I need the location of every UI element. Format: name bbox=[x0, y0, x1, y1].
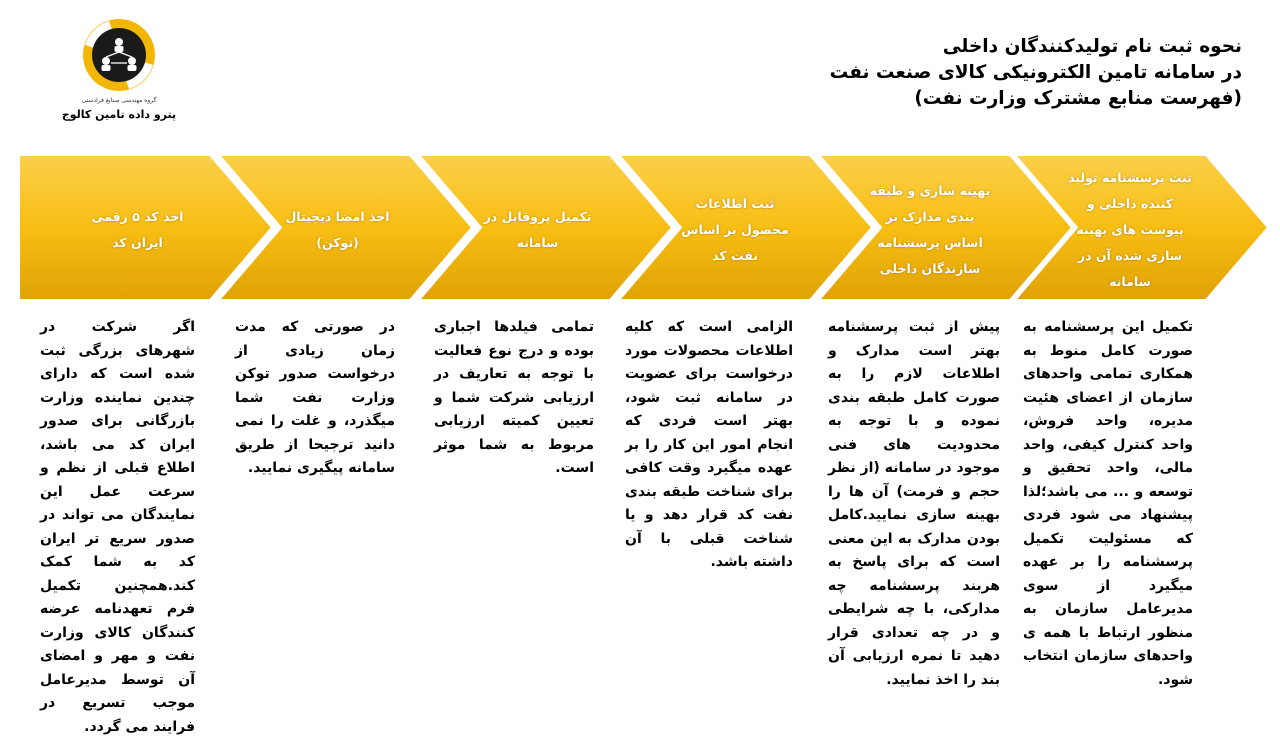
step-6-line-2: ایران کد bbox=[112, 235, 163, 250]
step-description-6: اگر شرکت در شهرهای بزرگی ثبت شده است که دارای چندین نماینده وزارت بازرگانی برای صدور ایران کد می باشد، اطلاع قبلی از نظم و سرعت عمل این نمایندگان می تواند در صدور سریع تر ایران کد به شما کمک کند.همچنین تکمیل فرم تعهدنامه عرضه کنندگان کالای وزارت نفت و مهر و امضای آن توسط مدیرعامل موجب تسریع در فرایند می گردد. bbox=[40, 319, 195, 735]
step-1-line-5: سامانه bbox=[1109, 274, 1151, 289]
step-3-line-1: ثبت اطلاعات bbox=[695, 196, 775, 211]
title-block bbox=[642, 34, 1242, 112]
step-1-line-4: سازی شده آن در bbox=[1077, 248, 1183, 263]
step-description-5: در صورتی که مدت زمان زیادی از درخواست صدور توکن وزارت نفت شما میگذرد، و غلت را نمی دانید ترجیحا از طریق سامانه پیگیری نمایید. bbox=[235, 319, 395, 476]
step-label-6 bbox=[55, 165, 220, 295]
step-2-line-2: بندی مدارک بر bbox=[885, 209, 975, 224]
step-description-3: الزامی است که کلیه اطلاعات محصولات مورد درخواست برای عضویت در سامانه ثبت شود، بهتر است فردی که انجام امور این کار را بر عهده میگیرد وقت کافی برای شناخت طبقه بندی نفت کد قرار دهد و یا شناخت قبلی با آن داشته باشد. bbox=[625, 319, 793, 570]
step-label-5 bbox=[255, 165, 420, 295]
step-3-line-3: نفت کد bbox=[712, 248, 758, 263]
step-2-line-4: سازندگان داخلی bbox=[879, 261, 981, 276]
step-5-line-2: (توکن) bbox=[316, 235, 359, 250]
company-logo bbox=[44, 16, 194, 136]
step-2-line-3: اساس پرسشنامه bbox=[877, 235, 983, 250]
step-5-line-1: اخذ امضا دیجیتال bbox=[285, 209, 390, 224]
step-6-line-1: اخذ کد ۵ رقمی bbox=[91, 209, 184, 224]
logo-name: پترو داده تامین کالوج bbox=[61, 108, 177, 121]
step-1-line-3: پیوست های بهینه bbox=[1076, 222, 1184, 237]
title-line-2: در سامانه تامین الکترونیکی کالای صنعت نفت bbox=[829, 62, 1242, 83]
step-1-line-2: کننده داخلی و bbox=[1087, 196, 1174, 211]
step-3-line-2: محصول بر اساس bbox=[681, 222, 789, 237]
step-description-1: تکمیل این پرسشنامه به صورت کامل منوط به همکاری تمامی واحدهای سازمان از اعضای هئیت مدیره، واحد فروش، واحد کنترل کیفی، واحد مالی، واحد تحقیق و توسعه و ... می باشد؛لذا پیشنهاد می شود فردی که مسئولیت تکمیل پرسشنامه را بر عهده میگیرد از سوی مدیرعامل سازمان به منظور ارتباط با همه ی واحدهای سازمان انتخاب شود. bbox=[1023, 319, 1193, 688]
step-label-1 bbox=[1045, 165, 1215, 295]
title-line-1: نحوه ثبت نام تولیدکنندگان داخلی bbox=[942, 36, 1242, 57]
title-line-3: (فهرست منابع مشترک وزارت نفت) bbox=[914, 88, 1242, 109]
step-label-4 bbox=[455, 165, 620, 295]
step-label-2 bbox=[850, 165, 1010, 295]
step-description-2: پیش از ثبت پرسشنامه بهتر است مدارک و اطلاعات لازم را به صورت کامل طبقه بندی نموده و با توجه به محدودیت های فنی موجود در سامانه (از نظر حجم و فرمت) آن ها را بهینه سازی نمایید.کامل بودن مدارک به این معنی است که برای پاسخ به هربند پرسشنامه چه مدارکی، با چه شرایطی و در چه تعدادی قرار دهید تا نمره ارزیابی آن بند را اخذ نمایید. bbox=[828, 319, 1000, 688]
step-label-3 bbox=[655, 165, 815, 295]
people-network-icon bbox=[44, 16, 194, 96]
step-2-line-1: بهینه سازی و طبقه bbox=[869, 183, 991, 198]
step-4-line-1: تکمیل پروفایل در bbox=[483, 209, 592, 224]
step-description-4: تمامی فیلدها اجباری بوده و درج نوع فعالیت با توجه به تعاریف در ارزیابی شرکت شما و تعیین کمیته ارزیابی مربوط به شما موثر است. bbox=[434, 319, 594, 476]
step-4-line-2: سامانه bbox=[516, 235, 559, 250]
logo-subtitle: گروه مهندسی صنایع فرادستی bbox=[81, 97, 157, 104]
step-1-line-1: ثبت پرسشنامه تولید bbox=[1068, 170, 1192, 185]
